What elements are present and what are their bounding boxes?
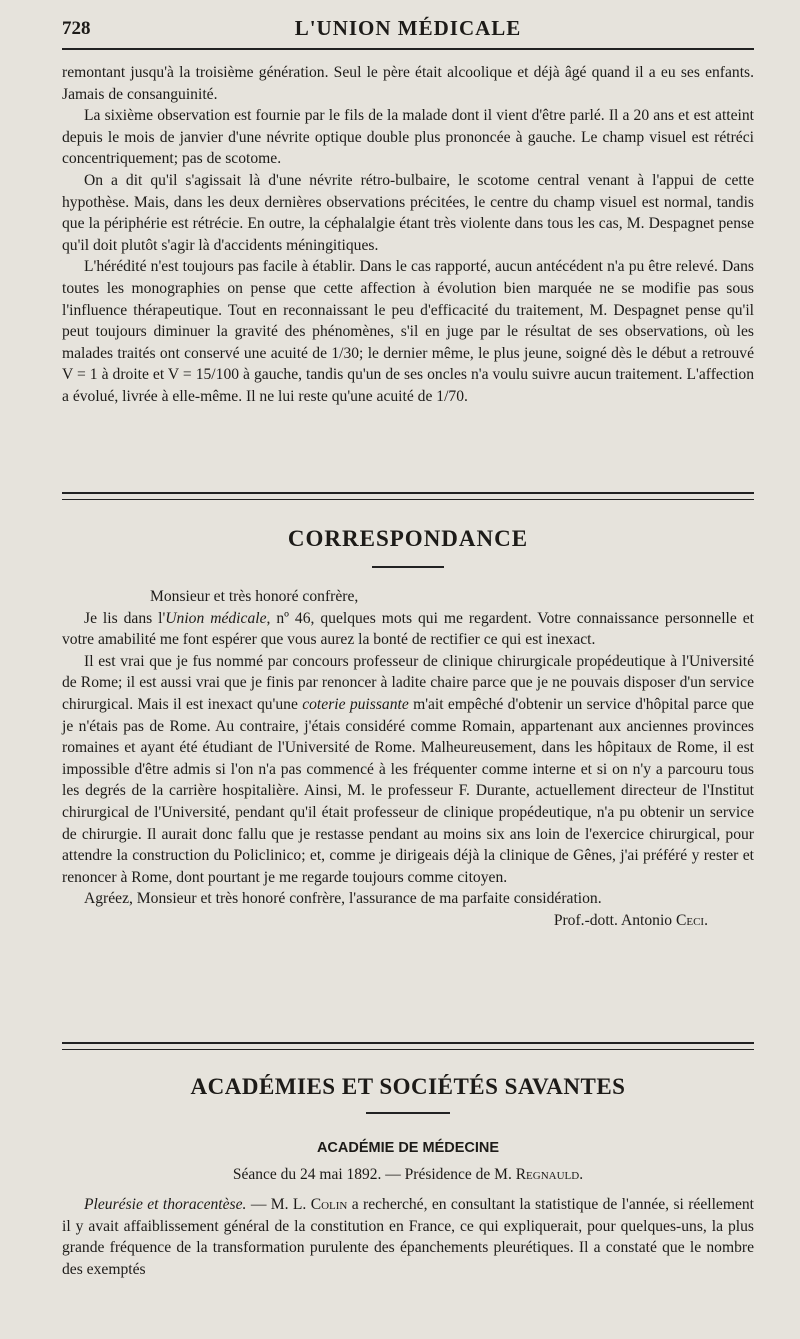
article-paragraph: On a dit qu'il s'agissait là d'une névrite rétro-bulbaire, le scotome central venant à l'appui de cette hypothèse. Mais, dans les deux dernières observations précitées, le centre du champ visuel est normal, tandis que la périphérie est rétrécie. En outre, la céphalalgie étant très violente dans tous les cas, M. Despagnet pense qu'il doit plutôt s'agir là d'accidents méningitiques. bbox=[62, 171, 754, 254]
letter-paragraph: Je lis dans l'Union médicale, nº 46, quelques mots qui me regardent. Votre connaissance personnelle et votre amabilité me font espérer que vous aurez la bonté de rectifier ce qui est inexact. bbox=[62, 609, 754, 649]
journal-title: L'UNION MÉDICALE bbox=[294, 16, 522, 40]
title-underline bbox=[372, 566, 444, 568]
academy-report bbox=[62, 1194, 754, 1280]
italic-phrase: coterie puissante bbox=[302, 695, 409, 713]
letter-salutation: Monsieur et très honoré confrère, bbox=[150, 588, 359, 605]
academies-title: ACADÉMIES ET SOCIÉTÉS SAVANTES bbox=[190, 1074, 626, 1099]
letter-paragraph: Il est vrai que je fus nommé par concours professeur de clinique chirurgicale propédeutique à l'Université de Rome; il est aussi vrai que je finis par renoncer à ladite chaire parce que je ne pouvais disposer d'un service chirurgical. Mais il est inexact qu'une coterie puissante m'ait empêché d'obtenir un service d'hôpital parce que je n'étais pas de Rome. Au contraire, j'étais considéré comme Romain, appartenant aux anciennes provinces romaines et ayant été étudiant de l'Université de Rome. Malheureusement, dans les hôpitaux de Rome, il est impossible d'être admis si l'on n'a pas commencé à les fréquenter comme interne et si on n'y a parcouru tous les degrés de la carrière hospitalière. Ainsi, M. le professeur F. Durante, actuellement directeur de l'Institut chirurgical de l'Université, pendant qu'il était professeur de clinique propédeutique, n'a pu obtenir un service de chirurgie. Il aurait donc fallu que je restasse pendant au moins six ans loin de l'exercice chirurgical, pour attendre la construction du Policlinico; et, comme je dirigeais déjà la clinique de Gênes, j'ai préféré y rester et renoncer à Rome, dont pourtant je me regarde toujours comme citoyen. bbox=[62, 652, 754, 886]
speaker-name: Colin bbox=[310, 1196, 348, 1213]
article-continuation bbox=[62, 62, 754, 408]
letter-closing: Agréez, Monsieur et très honoré confrère, l'assurance de ma parfaite considération. bbox=[84, 890, 602, 908]
page-header bbox=[62, 14, 754, 44]
article-paragraph: remontant jusqu'à la troisième génération. Seul le père était alcoolique et déjà âgé quand il a eu ses enfants. Jamais de consanguinité. bbox=[62, 64, 754, 103]
report-topic: Pleurésie et thoracentèse. bbox=[84, 1196, 247, 1213]
correspondance-letter bbox=[62, 586, 754, 932]
title-underline bbox=[366, 1112, 450, 1114]
section-divider bbox=[62, 1042, 754, 1050]
article-paragraph: La sixième observation est fournie par le fils de la malade dont il vient d'être parlé. Il a 20 ans et est atteint depuis le mois de janvier d'une névrite optique double plus prononcée à gauche. Le champ visuel est rétréci concentriquement; pas de scotome. bbox=[62, 107, 754, 168]
header-rule bbox=[62, 48, 754, 50]
article-paragraph: L'hérédité n'est toujours pas facile à établir. Dans le cas rapporté, aucun antécédent n'a pu être relevé. Dans toutes les monographies on pense que cette affection à évolution bien marquée ne se modifie pas sous l'influence thérapeutique. Tout en reconnaissant le peu d'efficacité du traitement, M. Despagnet pense qu'il peut toujours diminuer la gravité des phénomènes, s'il en juge par le résultat de ses observations, où les malades traités ont conservé une acuité de 1/30; le dernier même, le plus jeune, soigné dès le début a retrouvé V = 1 à droite et V = 15/100 à gauche, tandis qu'un de ses oncles n'a voulu suivre aucun traitement. L'affection a évolué, livrée à elle-même. Il ne lui reste qu'une acuité de 1/70. bbox=[62, 258, 754, 405]
letter-signature: Prof.-dott. Antonio Ceci. bbox=[553, 911, 708, 929]
section-divider bbox=[62, 492, 754, 500]
meeting-line: Séance du 24 mai 1892. — Présidence de M. Regnauld. bbox=[232, 1166, 584, 1183]
academy-subtitle: ACADÉMIE DE MÉDECINE bbox=[316, 1140, 500, 1156]
journal-reference: Union médicale bbox=[165, 609, 267, 627]
report-paragraph: Pleurésie et thoracentèse. — M. L. Colin a recherché, en consultant la statistique de l'année, si réellement il y avait affaiblissement général de la constitution en France, ce qui expliquerait, pour quelques-uns, la plus grande fréquence de la transformation purulente des épanchements pleurétiques. Il a constaté que le nombre des exemptés bbox=[62, 1196, 755, 1278]
correspondance-title: CORRESPONDANCE bbox=[287, 526, 529, 551]
page-number: 728 bbox=[62, 18, 91, 39]
